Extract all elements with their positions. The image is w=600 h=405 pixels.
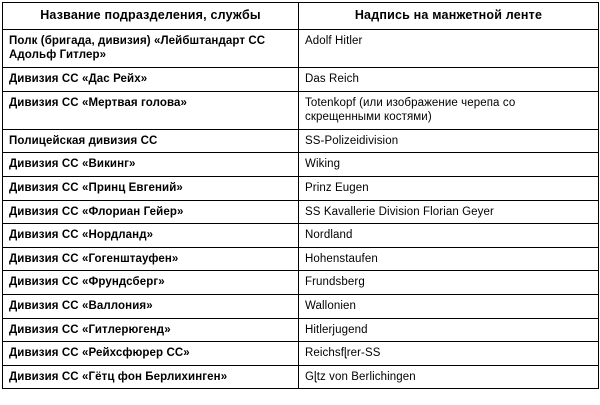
table-header-row	[3, 3, 599, 30]
cell-cuff-title: SS Kavallerie Division Florian Geyer	[299, 200, 599, 224]
cell-cuff-title: Reichsfɭrer-SS	[299, 342, 599, 366]
cell-unit-name: Дивизия СС «Валлония»	[3, 295, 299, 319]
table-header	[3, 3, 599, 30]
table-row	[3, 129, 599, 153]
table-row	[3, 153, 599, 177]
cell-unit-name: Полицейская дивизия СС	[3, 129, 299, 153]
cell-unit-name: Дивизия СС «Нордланд»	[3, 224, 299, 248]
cell-cuff-title: Prinz Eugen	[299, 177, 599, 201]
table-row	[3, 29, 599, 67]
cell-cuff-title: Hohenstaufen	[299, 247, 599, 271]
cell-unit-name: Дивизия СС «Мертвая голова»	[3, 91, 299, 129]
cell-cuff-title: SS-Polizeidivision	[299, 129, 599, 153]
table-row	[3, 177, 599, 201]
cell-unit-name: Дивизия СС «Гогенштауфен»	[3, 247, 299, 271]
cell-cuff-title: Hitlerjugend	[299, 318, 599, 342]
table-row	[3, 224, 599, 248]
cell-cuff-title: Wallonien	[299, 295, 599, 319]
cell-cuff-title: Wiking	[299, 153, 599, 177]
cell-cuff-title: Nordland	[299, 224, 599, 248]
table-row	[3, 91, 599, 129]
cell-unit-name: Дивизия СС «Рейхсфюрер СС»	[3, 342, 299, 366]
cell-unit-name: Дивизия СС «Викинг»	[3, 153, 299, 177]
table-row	[3, 247, 599, 271]
table-row	[3, 342, 599, 366]
table-body	[3, 29, 599, 389]
table-row	[3, 365, 599, 389]
table-row	[3, 200, 599, 224]
cell-unit-name: Дивизия СС «Принц Евгений»	[3, 177, 299, 201]
cell-cuff-title: Das Reich	[299, 68, 599, 92]
cell-unit-name: Дивизия СС «Гётц фон Берлихинген»	[3, 365, 299, 389]
cell-cuff-title: Gɭtz von Berlichingen	[299, 365, 599, 389]
column-header-cuff-title: Надпись на манжетной ленте	[299, 3, 599, 30]
cell-unit-name: Полк (бригада, дивизия) «Лейбштандарт СС Адольф Гитлер»	[3, 29, 299, 67]
cell-unit-name: Дивизия СС «Гитлерюгенд»	[3, 318, 299, 342]
cell-cuff-title: Frundsberg	[299, 271, 599, 295]
cell-cuff-title: Totenkopf (или изображение черепа со скрещенными костями)	[299, 91, 599, 129]
ss-units-cuff-titles-table	[2, 2, 599, 389]
cell-unit-name: Дивизия СС «Дас Рейх»	[3, 68, 299, 92]
table-row	[3, 295, 599, 319]
cell-cuff-title: Adolf Hitler	[299, 29, 599, 67]
table-row	[3, 271, 599, 295]
cell-unit-name: Дивизия СС «Фрундсберг»	[3, 271, 299, 295]
column-header-unit-name: Название подразделения, службы	[3, 3, 299, 30]
document-page	[0, 2, 600, 405]
cell-unit-name: Дивизия СС «Флориан Гейер»	[3, 200, 299, 224]
table-row	[3, 68, 599, 92]
table-row	[3, 318, 599, 342]
